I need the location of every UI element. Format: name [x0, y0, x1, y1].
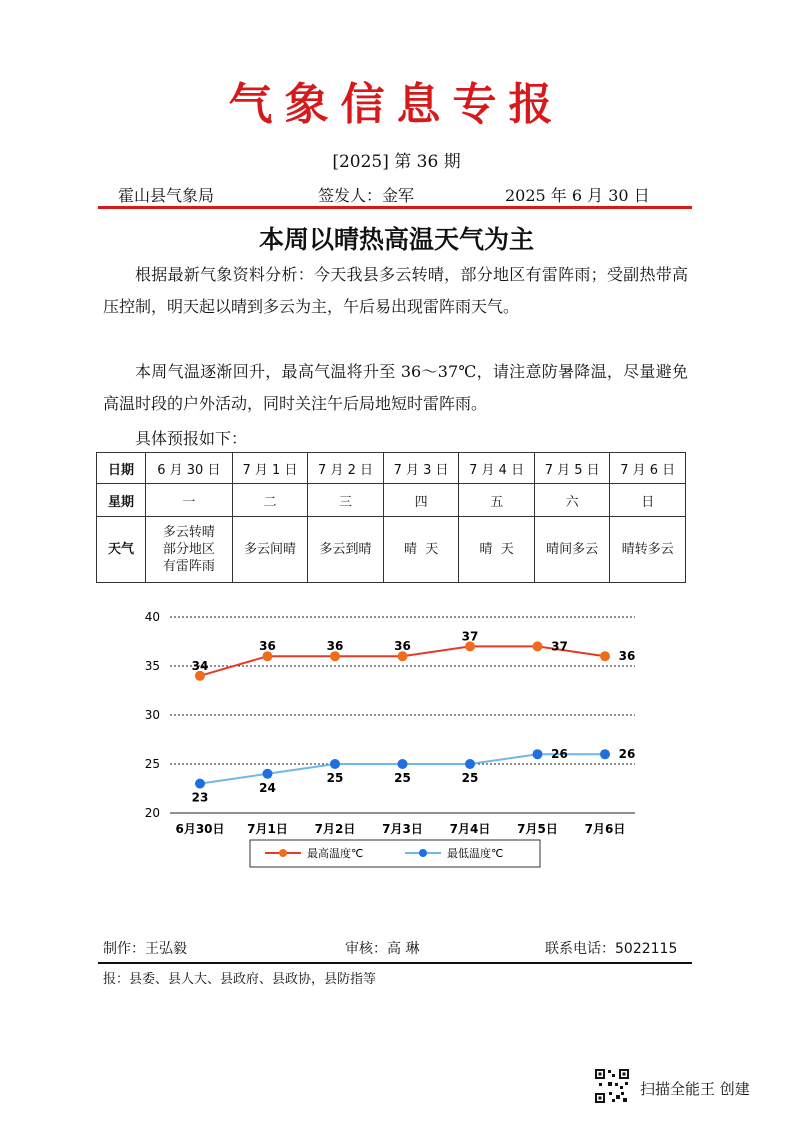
- weather-cell: 晴转多云: [610, 517, 686, 583]
- data-point: [533, 641, 543, 651]
- weather-cell: 多云到晴: [308, 517, 384, 583]
- paragraph-analysis: 根据最新气象资料分析：今天我县多云转晴，部分地区有雷阵雨；受副热带高压控制，明天起以晴到多云为主，午后易出现雷阵雨天气。: [103, 265, 688, 316]
- signer: 签发人：金军: [318, 186, 415, 205]
- date-cell: 7 月 2 日: [308, 453, 384, 484]
- weather-cell: 多云间晴: [232, 517, 308, 583]
- footer-maker: 制作：王弘毅: [103, 941, 187, 957]
- data-point: [533, 749, 543, 759]
- issue-date: 2025 年 6 月 30 日: [505, 186, 650, 205]
- weather-cell: 晴间多云: [534, 517, 610, 583]
- table-row-weekdays: [97, 484, 686, 517]
- weather-cell: 晴 天: [459, 517, 535, 583]
- y-tick-label: 25: [144, 757, 160, 771]
- x-tick-label: 7月1日: [247, 822, 288, 836]
- weekday-cell: 五: [459, 484, 535, 517]
- footer-reviewer: 审核：高 琳: [345, 941, 420, 957]
- data-point: [398, 759, 408, 769]
- footer-distribution: 报：县委、县人大、县政府、县政协，县防指等: [103, 972, 377, 987]
- data-label: 25: [326, 771, 344, 785]
- data-label: 36: [394, 639, 411, 654]
- weekday-cell: 四: [383, 484, 459, 517]
- table-row-dates: [97, 453, 686, 484]
- data-label: 34: [191, 658, 209, 673]
- legend-label: 最低温度℃: [447, 847, 504, 860]
- data-point: [465, 759, 475, 769]
- forecast-table: [96, 452, 686, 583]
- weather-cell: 晴 天: [383, 517, 459, 583]
- data-point: [195, 779, 205, 789]
- footer-contact: 联系电话：5022115: [545, 941, 678, 957]
- data-point: [600, 749, 610, 759]
- scanner-watermark: 扫描全能王 创建: [640, 1080, 750, 1098]
- row-label-weekday: 星期: [97, 484, 146, 517]
- x-tick-label: 7月6日: [584, 822, 626, 836]
- footer-divider: [98, 962, 692, 964]
- row-label-weather: 天气: [97, 517, 146, 583]
- x-tick-label: 7月4日: [449, 822, 491, 836]
- date-cell: 6 月 30 日: [146, 453, 233, 484]
- row-label-date: 日期: [97, 453, 146, 484]
- y-tick-label: 20: [144, 806, 160, 820]
- date-cell: 7 月 4 日: [459, 453, 535, 484]
- y-tick-label: 30: [144, 708, 160, 722]
- data-point: [330, 759, 340, 769]
- legend-label: 最高温度℃: [307, 847, 364, 860]
- data-label: 37: [461, 629, 479, 644]
- data-label: 37: [551, 639, 568, 654]
- weekday-cell: 一: [146, 484, 233, 517]
- date-cell: 7 月 1 日: [232, 453, 308, 484]
- table-row-weather: [97, 517, 686, 583]
- date-cell: 7 月 6 日: [610, 453, 686, 484]
- x-tick-label: 7月3日: [382, 822, 423, 836]
- qr-code-icon: [594, 1068, 630, 1104]
- issuing-organization: 霍山县气象局: [118, 186, 215, 205]
- y-tick-label: 40: [144, 610, 160, 624]
- paragraph-temperature: 本周气温逐渐回升，最高气温将升至 36～37℃，请注意防暑降温，尽量避免高温时段的户外活动，同时关注午后局地短时雷阵雨。: [103, 362, 688, 413]
- date-cell: 7 月 3 日: [383, 453, 459, 484]
- date-cell: 7 月 5 日: [534, 453, 610, 484]
- data-label: 25: [394, 771, 411, 785]
- weekday-cell: 三: [308, 484, 384, 517]
- data-label: 24: [259, 780, 276, 795]
- data-label: 36: [259, 639, 276, 654]
- red-divider: [98, 206, 692, 209]
- y-tick-label: 35: [144, 659, 160, 673]
- data-label: 26: [618, 747, 636, 762]
- legend-swatch-marker: [279, 849, 287, 857]
- issue-number: [2025] 第 36 期: [332, 152, 461, 172]
- weekday-cell: 日: [610, 484, 686, 517]
- weekday-cell: 二: [232, 484, 308, 517]
- masthead-title: 气象信息专报: [228, 79, 565, 130]
- data-point: [263, 769, 273, 779]
- temperature-chart: [130, 605, 650, 880]
- legend-swatch-marker: [419, 849, 427, 857]
- data-label: 36: [326, 639, 344, 654]
- x-tick-label: 7月5日: [517, 822, 558, 836]
- data-label: 36: [618, 649, 636, 664]
- report-headline: 本周以晴热高温天气为主: [258, 225, 534, 254]
- paragraph-intro: 具体预报如下：: [135, 429, 248, 448]
- x-tick-label: 6月30日: [175, 822, 225, 836]
- weekday-cell: 六: [534, 484, 610, 517]
- x-tick-label: 7月2日: [314, 822, 356, 836]
- data-label: 25: [461, 771, 479, 785]
- data-label: 26: [551, 747, 568, 762]
- data-label: 23: [191, 790, 209, 805]
- data-point: [600, 651, 610, 661]
- weather-cell: 多云转晴 部分地区 有雷阵雨: [146, 517, 233, 583]
